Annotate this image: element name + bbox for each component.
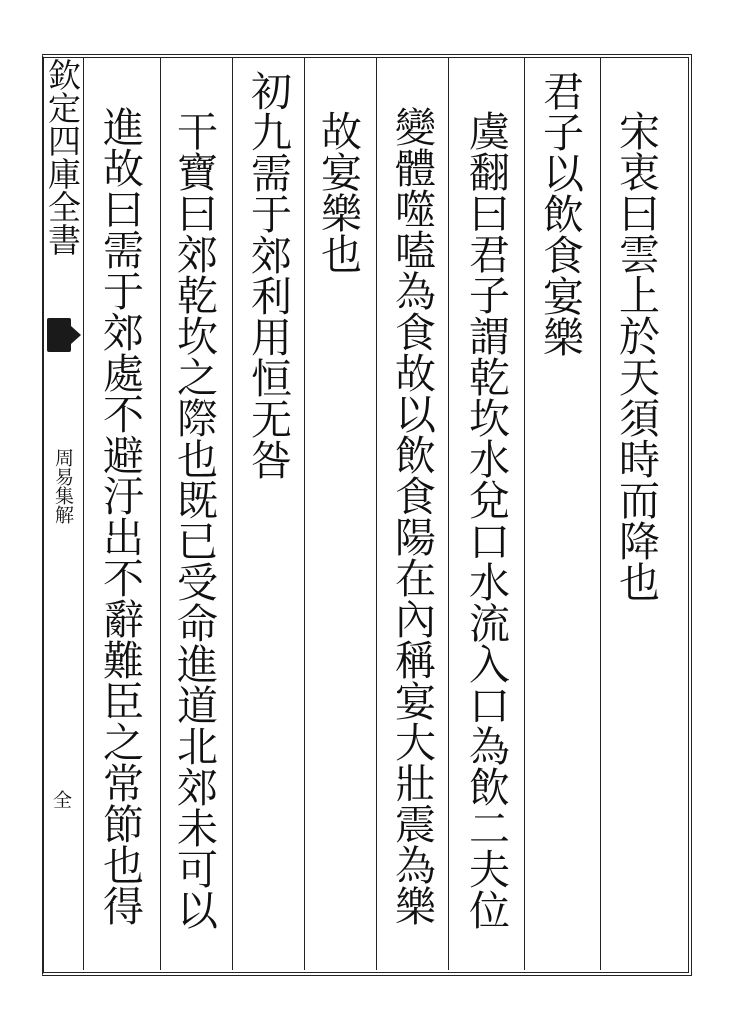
- text-column-6: 初九需于郊利用恒无咎: [244, 70, 292, 480]
- text-column-3: 虞翻曰君子謂乾坎水兌口水流入口為飲二夫位: [462, 110, 510, 930]
- column-rule: [376, 58, 377, 970]
- section-title: 周易集解: [52, 448, 74, 524]
- column-rule: [232, 58, 233, 970]
- book-title: 欽定四庫全書: [43, 58, 82, 256]
- text-column-4: 變體噬嗑為食故以飲食陽在內稱宴大壯震為樂: [388, 106, 436, 926]
- column-rule: [524, 58, 525, 970]
- text-column-2: 君子以飲食宴樂: [536, 70, 584, 357]
- column-rule: [160, 58, 161, 970]
- text-column-7: 干寶曰郊乾坎之際也既已受命進道北郊未可以: [170, 110, 218, 930]
- text-column-1: 宋衷曰雲上於天須時而降也: [612, 110, 660, 602]
- column-rule: [600, 58, 601, 970]
- text-column-8: 進故曰需于郊處不避汙出不辭難臣之常節也得: [96, 106, 144, 926]
- column-rule: [83, 58, 84, 970]
- column-rule: [448, 58, 449, 970]
- column-rule: [304, 58, 305, 970]
- text-column-5: 故宴樂也: [314, 110, 362, 274]
- page-number: 全: [50, 790, 72, 809]
- fish-tail-mark-icon: [47, 318, 71, 352]
